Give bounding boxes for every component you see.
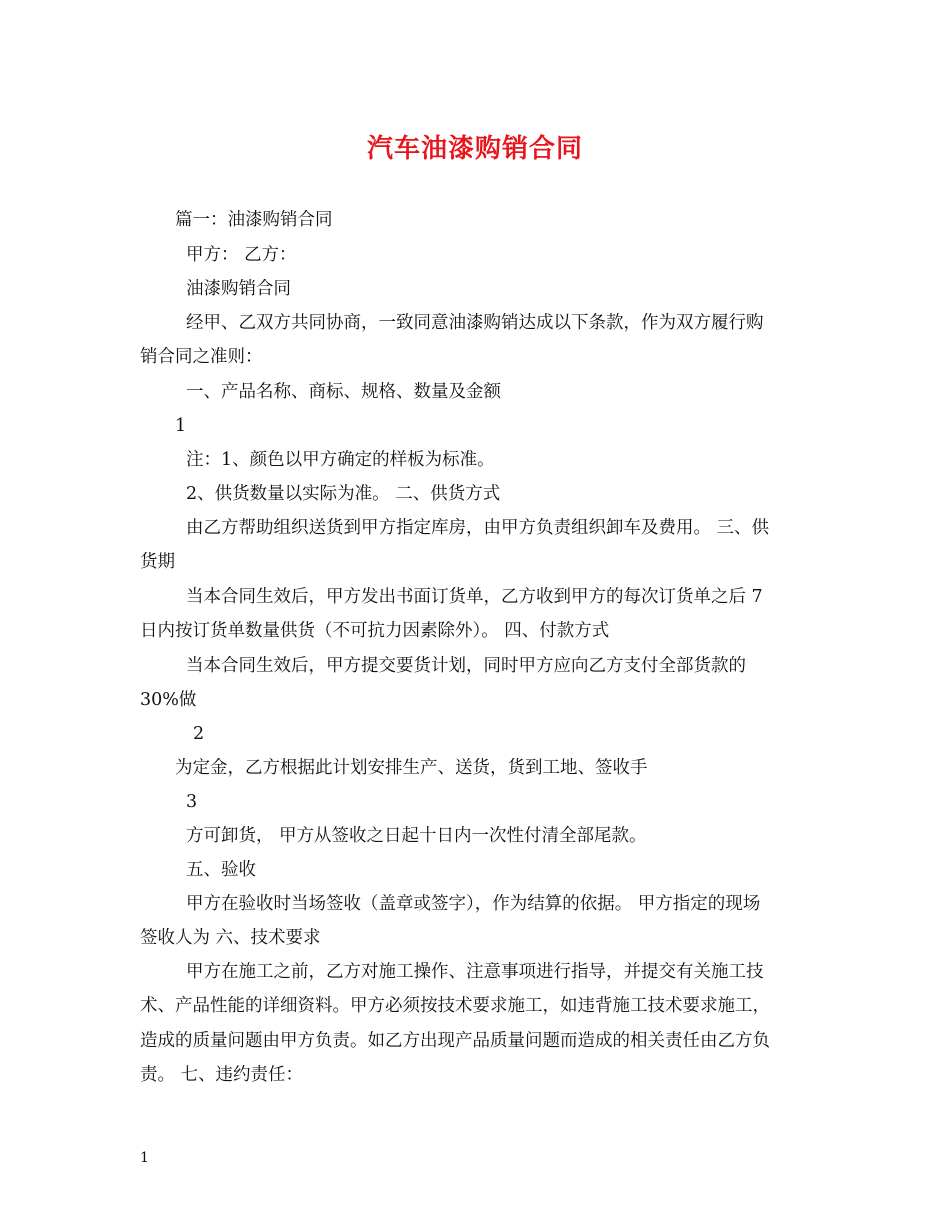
text-line: 五、验收: [186, 860, 256, 880]
text-line: 甲方在验收时当场签收（盖章或签字），作为结算的依据。 甲方指定的现场: [186, 894, 761, 914]
document-title: 汽车油漆购销合同: [366, 134, 583, 164]
text-line: 销合同之准则：: [140, 347, 263, 367]
text-line: 2: [193, 724, 205, 744]
text-line: 为定金，乙方根据此计划安排生产、送货，货到工地、签收手: [175, 758, 648, 778]
text-line: 造成的质量问题由甲方负责。如乙方出现产品质量问题而造成的相关责任由乙方负: [140, 1031, 770, 1051]
text-line: 2、供货数量以实际为准。 二、供货方式: [186, 484, 501, 504]
text-line: 1: [175, 416, 187, 436]
text-line: 3: [186, 792, 198, 812]
text-line: 一、产品名称、商标、规格、数量及金额: [186, 382, 501, 402]
text-line: 经甲、乙双方共同协商，一致同意油漆购销达成以下条款，作为双方履行购: [186, 313, 764, 333]
text-line: 日内按订货单数量供货（不可抗力因素除外）。 四、付款方式: [140, 621, 610, 641]
text-line: 注：1、颜色以甲方确定的样板为标准。: [186, 450, 495, 470]
text-line: 签收人为 六、技术要求: [140, 928, 321, 948]
text-line: 当本合同生效后，甲方提交要货计划，同时甲方应向乙方支付全部货款的: [186, 656, 746, 676]
text-line: 术、产品性能的详细资料。甲方必须按技术要求施工，如违背施工技术要求施工，: [140, 996, 770, 1016]
text-line: 当本合同生效后，甲方发出书面订货单，乙方收到甲方的每次订货单之后 7: [186, 587, 763, 607]
text-line: 货期: [140, 552, 175, 572]
text-line: 由乙方帮助组织送货到甲方指定库房，由甲方负责组织卸车及费用。 三、供: [186, 518, 770, 538]
text-line: 30%做: [140, 690, 197, 710]
text-line: 篇一：油漆购销合同: [175, 210, 333, 230]
text-line: 责。 七、违约责任：: [140, 1065, 304, 1085]
text-line: 甲方： 乙方：: [186, 245, 297, 265]
text-line: 甲方在施工之前，乙方对施工操作、注意事项进行指导，并提交有关施工技: [186, 962, 764, 982]
page-number: 1: [140, 1150, 149, 1166]
text-line: 方可卸货， 甲方从签收之日起十日内一次性付清全部尾款。: [186, 826, 647, 846]
text-line: 油漆购销合同: [186, 279, 291, 299]
